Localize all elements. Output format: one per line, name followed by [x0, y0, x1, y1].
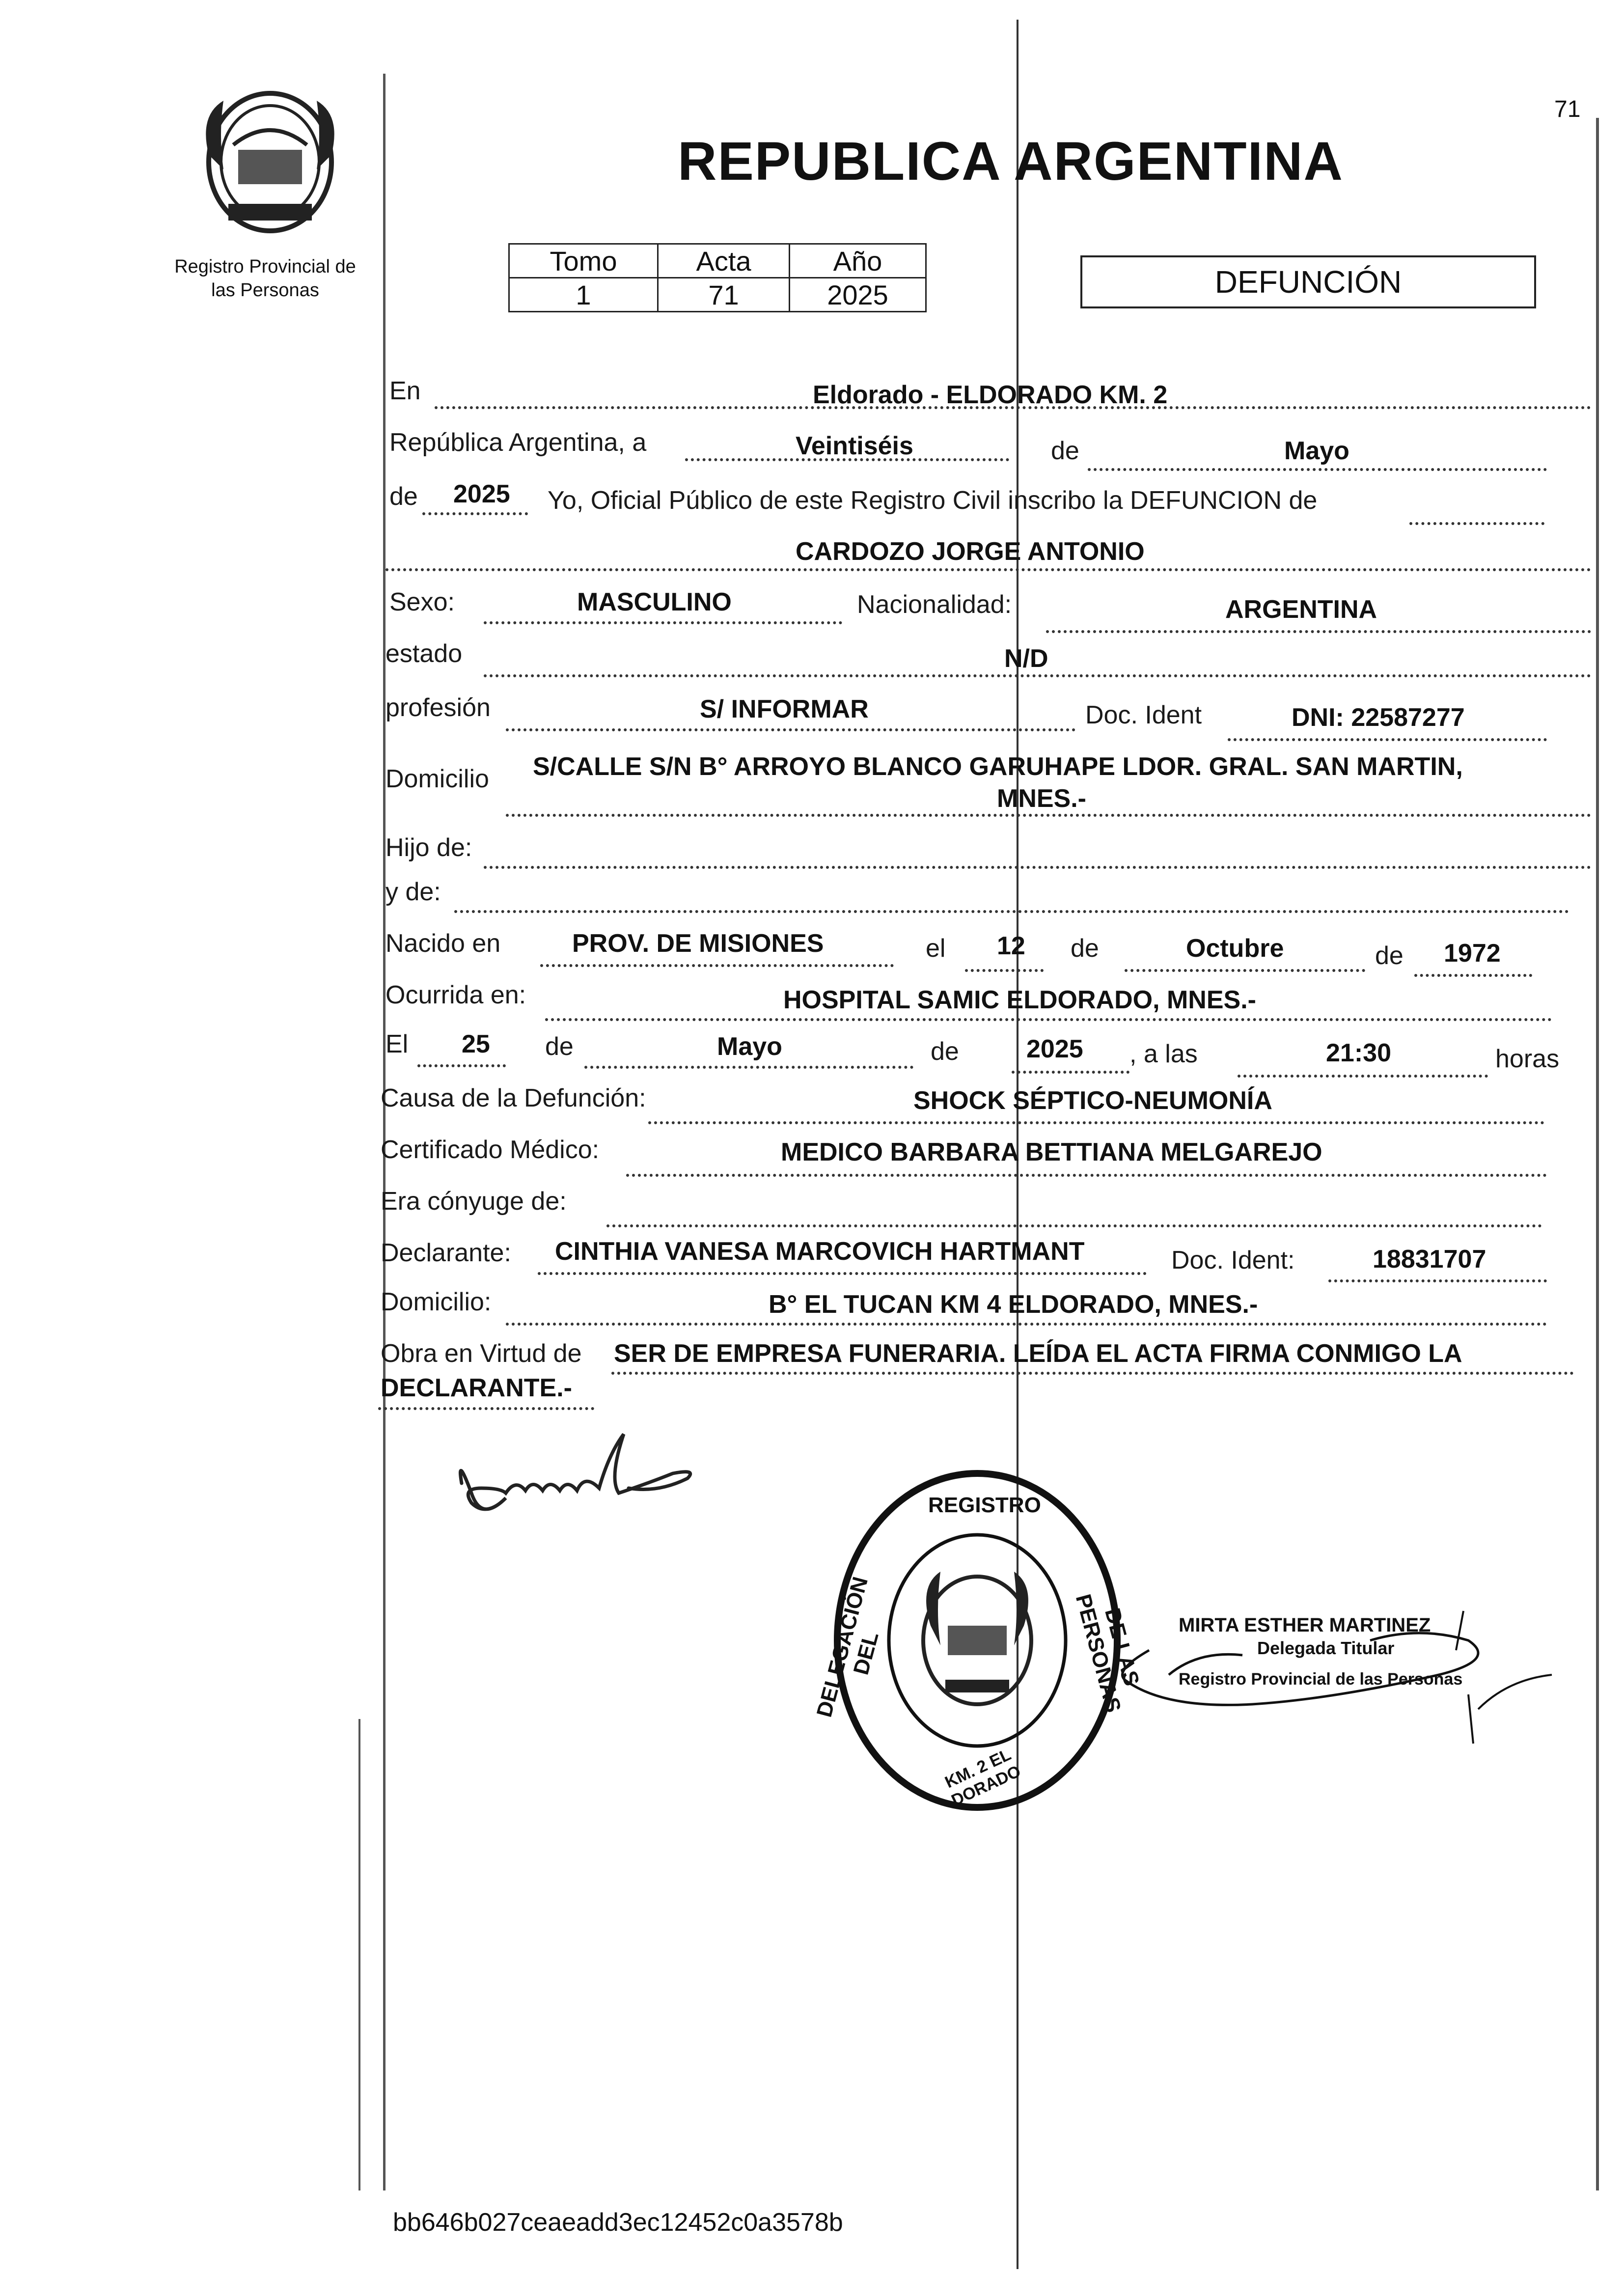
anio-header: Año	[790, 244, 926, 278]
label-domicilio: Domicilio	[385, 765, 489, 793]
page-title: REPUBLICA ARGENTINA	[678, 131, 1344, 192]
value-sex: MASCULINO	[577, 588, 732, 616]
value-address-line1: S/CALLE S/N B° ARROYO BLANCO GARUHAPE LDOR. GRAL. SAN MARTIN,	[533, 752, 1463, 781]
dots-death-place	[545, 1018, 1552, 1021]
official-office: Registro Provincial de las Personas	[1179, 1670, 1463, 1689]
left-form-line	[358, 1719, 360, 2190]
label-de-death-month: de	[545, 1032, 574, 1061]
registry-caption-line2: las Personas	[211, 279, 319, 301]
dots-birth-day	[965, 969, 1044, 972]
dots-hijo-de	[484, 866, 1591, 869]
value-obra-line1: SER DE EMPRESA FUNERARIA. LEÍDA EL ACTA FIRMA CONMIGO LA	[614, 1339, 1462, 1368]
dots-oficial	[1409, 522, 1544, 525]
seal-ring-left: DELEGACIÓN DEL	[812, 1574, 883, 1720]
label-republica: República Argentina, a	[389, 428, 647, 457]
label-y-de: y de:	[385, 878, 441, 906]
label-profesion: profesión	[385, 693, 491, 722]
label-de-year: de	[389, 482, 418, 511]
label-domicilio-declarant: Domicilio:	[381, 1288, 492, 1316]
value-declarant-doc: 18831707	[1373, 1245, 1486, 1274]
registry-header-row	[509, 244, 926, 278]
value-death-time: 21:30	[1326, 1039, 1391, 1067]
dots-cause	[648, 1121, 1544, 1124]
anio-value: 2025	[790, 278, 926, 312]
label-causa: Causa de la Defunción:	[381, 1084, 646, 1112]
value-obra-line2: DECLARANTE.-	[381, 1374, 572, 1402]
value-place: Eldorado - ELDORADO KM. 2	[813, 381, 1168, 409]
declarant-signature-svg	[442, 1424, 717, 1552]
value-month: Mayo	[1284, 437, 1349, 465]
label-certificado: Certificado Médico:	[381, 1136, 600, 1164]
declarant-signature	[442, 1424, 717, 1552]
seal-ring-bottom: KM. 2 EL DORADO	[942, 1745, 1024, 1810]
dots-death-year	[1012, 1071, 1129, 1074]
label-de-birth-year: de	[1375, 942, 1404, 970]
value-nationality: ARGENTINA	[1225, 595, 1377, 624]
label-de-death-year: de	[931, 1037, 959, 1066]
label-de-month: de	[1051, 437, 1079, 465]
registry-value-row	[509, 278, 926, 312]
dots-declarant-address	[506, 1323, 1547, 1326]
emblem-svg	[194, 86, 346, 238]
dots-sex	[484, 621, 842, 624]
dots-y-de	[454, 910, 1569, 913]
registry-table	[508, 243, 927, 312]
dots-profession	[506, 728, 1075, 731]
official-seal	[812, 1464, 1144, 1817]
dots-declarant-doc	[1328, 1279, 1547, 1282]
tomo-value: 1	[509, 278, 658, 312]
province-emblem	[194, 86, 346, 238]
value-address-line2: MNES.-	[997, 784, 1086, 813]
label-de-birth-month: de	[1071, 934, 1099, 963]
page-number: 71	[1554, 96, 1581, 122]
value-year: 2025	[453, 480, 510, 508]
acta-header: Acta	[658, 244, 790, 278]
label-oficial: Yo, Oficial Público de este Registro Civil inscribo la DEFUNCION de	[548, 486, 1318, 515]
value-medical-certificate: MEDICO BARBARA BETTIANA MELGAREJO	[781, 1138, 1322, 1166]
label-ocurrida-en: Ocurrida en:	[385, 981, 526, 1009]
value-doc-id: DNI: 22587277	[1292, 703, 1465, 732]
value-death-year: 2025	[1026, 1035, 1083, 1063]
value-declarant-address: B° EL TUCAN KM 4 ELDORADO, MNES.-	[769, 1290, 1258, 1319]
document-hash: bb646b027ceaeadd3ec12452c0a3578b	[393, 2208, 843, 2237]
value-birth-year: 1972	[1444, 939, 1501, 968]
seal-ring-right: DE LAS PERSONAS	[1071, 1591, 1144, 1715]
dots-spouse	[606, 1224, 1542, 1227]
value-deceased-name: CARDOZO JORGE ANTONIO	[796, 537, 1145, 566]
value-birth-place: PROV. DE MISIONES	[572, 929, 824, 958]
value-death-month: Mayo	[717, 1032, 782, 1061]
value-civil-status: N/D	[1004, 644, 1048, 673]
official-role: Delegada Titular	[1257, 1638, 1395, 1658]
label-doc-ident: Doc. Ident	[1085, 701, 1202, 729]
label-a-las: , a las	[1129, 1040, 1198, 1068]
dots-birth-year	[1414, 974, 1532, 977]
dots-address	[506, 814, 1591, 817]
label-obra: Obra en Virtud de	[381, 1339, 582, 1368]
label-nacido-en: Nacido en	[385, 929, 501, 958]
dots-month	[1088, 468, 1547, 471]
value-death-day: 25	[462, 1030, 490, 1058]
acta-value: 71	[658, 278, 790, 312]
left-margin-line	[383, 74, 385, 2190]
value-death-place: HOSPITAL SAMIC ELDORADO, MNES.-	[783, 986, 1256, 1014]
right-margin-line	[1596, 118, 1599, 2190]
label-el-birth: el	[926, 934, 946, 963]
label-sexo: Sexo:	[389, 588, 455, 616]
dots-birth-month	[1125, 969, 1365, 972]
label-en: En	[389, 377, 421, 405]
label-el-death: El	[385, 1030, 409, 1058]
seal-ring-top: REGISTRO	[928, 1493, 1041, 1517]
document-type-box	[1080, 255, 1536, 308]
value-profession: S/ INFORMAR	[700, 695, 869, 723]
dots-death-month	[584, 1066, 913, 1069]
label-declarante: Declarante:	[381, 1239, 511, 1267]
dots-death-time	[1238, 1075, 1488, 1078]
dots-year	[422, 512, 528, 515]
dots-name	[385, 568, 1591, 571]
dots-doc-id	[1228, 738, 1547, 741]
label-hijo-de: Hijo de:	[385, 833, 472, 862]
value-declarant: CINTHIA VANESA MARCOVICH HARTMANT	[555, 1237, 1085, 1266]
dots-certificate	[626, 1174, 1547, 1177]
label-doc-ident-declarant: Doc. Ident:	[1171, 1246, 1295, 1275]
dots-estado	[484, 674, 1591, 677]
value-birth-month: Octubre	[1186, 934, 1284, 963]
dots-death-day	[417, 1064, 506, 1067]
dots-obra-line1	[611, 1372, 1574, 1375]
label-nacionalidad: Nacionalidad:	[857, 590, 1012, 619]
value-birth-day: 12	[997, 932, 1025, 960]
tomo-header: Tomo	[509, 244, 658, 278]
dots-obra-line2	[378, 1407, 594, 1410]
label-estado: estado	[385, 639, 463, 668]
label-conyuge: Era cónyuge de:	[381, 1187, 567, 1216]
dots-declarant	[538, 1272, 1147, 1275]
label-horas: horas	[1495, 1045, 1560, 1073]
registry-caption-line1: Registro Provincial de	[174, 256, 356, 277]
document-type: DEFUNCIÓN	[1214, 264, 1402, 300]
dots-birth-place	[540, 964, 894, 967]
value-cause: SHOCK SÉPTICO-NEUMONÍA	[913, 1086, 1272, 1115]
value-day-words: Veintiséis	[796, 432, 913, 460]
registry-caption	[157, 255, 373, 302]
dots-nationality	[1046, 630, 1591, 633]
official-name: MIRTA ESTHER MARTINEZ	[1179, 1614, 1431, 1636]
